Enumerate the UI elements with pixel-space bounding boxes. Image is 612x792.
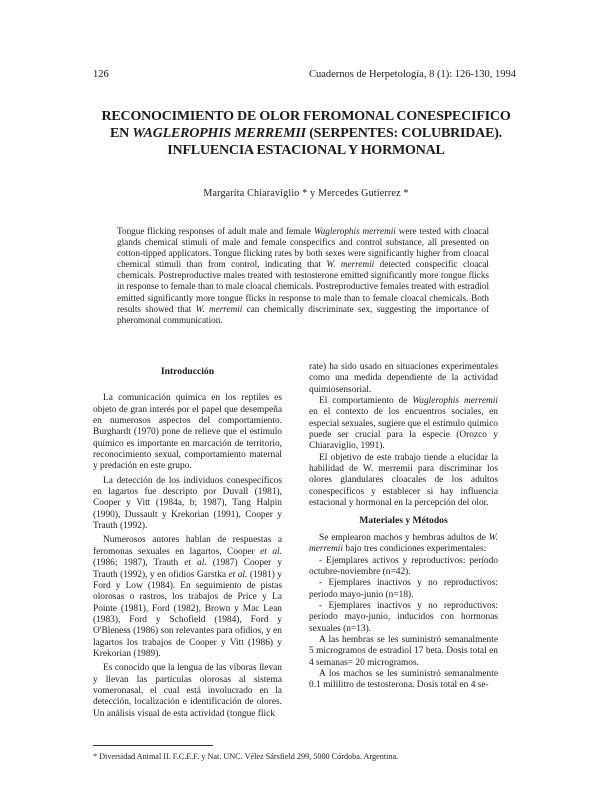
- running-header: Cuadernos de Herpetología, 8 (1): 126-130, 1994: [308, 69, 516, 80]
- et-al: et al.: [184, 558, 207, 569]
- footnote-rule: [93, 745, 213, 746]
- text: (1981) y Ford y Low (1984). En seguimiento de pistas olorosas o rastros, los trabajos de Price y La Pointe (1981), Ford (1982), Brown y Mac Lean (1983), Ford y Schofield (1984), Ford y O'Bleness (1986) son relevantes para ofidios, y en lagartos los trabajos de Cooper y Vitt (1986) y Krekorian (1989).: [93, 569, 282, 659]
- paragraph: La detección de los individuos conespecíficos en lagartos fue descripto por Duvall (1981), Cooper y Vitt (1984a, b; 1987), Tang Halpin (1990), Dussault y Krekorian (1991), Cooper y Trauth (1992).: [93, 475, 282, 532]
- abstract-species-3: W. merremii: [195, 303, 243, 314]
- text: bajo tres condiciones experimentales:: [343, 544, 487, 555]
- page-number: 126: [93, 69, 109, 80]
- paragraph: rate) ha sido usado en situaciones experimentales como una medida dependiente de la actividad quimiosensorial.: [309, 362, 498, 395]
- paragraph: Es conocido que la lengua de las víboras llevan y llevan las partículas olorosas al sistema vomeronasal, el cual está involucrado en la detección, localización e identificación de olores. Un análisis visual de esta actividad (tongue flick: [93, 663, 282, 719]
- paragraph: - Ejemplares inactivos y no reproductivos: período mayo-junio (n=18).: [309, 578, 498, 600]
- paragraph: La comunicación química en los reptiles es objeto de gran interés por el papel que desempeña en numerosos aspectos del comportamiento. Burghardt (1970) pone de relieve que el estímulo químico es importante en marcación de territorio, reconocimiento sexual, comportamiento maternal y predación en este grupo.: [93, 393, 282, 472]
- et-al: et al.: [260, 546, 283, 557]
- section-heading-introduccion: Introducción: [160, 366, 215, 377]
- paper-title: [60, 108, 552, 159]
- footnote: * Diversidad Animal II. F.C.E.F. y Nat. UNC. Vélez Sársfield 299, 5000 Córdoba. Argentina.: [93, 752, 399, 761]
- abstract-species-1: Waglerophis merremii: [313, 226, 396, 236]
- paragraph: El objetivo de este trabajo tiende a elucidar la habilidad de W. merremii para discriminar los olores glandulares cloacales de los adultos conespecíficos y establecer si hay influencia estacional y hormonal en la percepción del olor.: [309, 452, 498, 509]
- title-line-2-post: (SERPENTES: COLUBRIDAE).: [305, 126, 502, 141]
- title-line-3: INFLUENCIA ESTACIONAL Y HORMONAL: [167, 143, 445, 158]
- paragraph: - Ejemplares inactivos y no reproductivos: período mayo-junio, inducidos con hormonas sexuales (n=13).: [309, 600, 498, 634]
- abstract-species-2: W. merremii: [326, 259, 375, 270]
- left-column: [93, 362, 282, 720]
- text: Numerosos autores hablan de respuestas a feromonas sexuales en lagartos, Cooper: [93, 535, 282, 557]
- authors: Margarita Chiaraviglio * y Mercedes Gutierrez *: [203, 188, 409, 199]
- text: Se emplearon machos y hembras adultos de: [319, 532, 489, 543]
- text: (1987) Cooper y Trauth (1992), y en ofidios Garstka: [93, 558, 283, 580]
- text: (1986; 1987), Trauth: [93, 558, 185, 569]
- species-name: WAGLEROPHIS MERREMII: [132, 126, 306, 141]
- title-line-2: [60, 125, 552, 142]
- text: El comportamiento de: [319, 396, 413, 407]
- paragraph: - Ejemplares activos y reproductivos: período octubre-noviembre (n=42).: [309, 555, 498, 577]
- et-al: et al.: [228, 569, 248, 580]
- abstract-text-1: Tongue flicking responses of adult male and female: [117, 226, 314, 236]
- species-name: Waglerophis merremii: [412, 396, 498, 407]
- title-line-2-pre: EN: [110, 126, 133, 141]
- paragraph: A los machos se les suministró semanalmente 0.1 mililitro de testosterona. Dosis total en 4 se-: [309, 668, 498, 691]
- abstract-text-2: were tested with cloacal glands chemical stimuli of male and female conspecifics and control substance, all presented on cotton-tipped applicators. Tongue flicking rates by both sexes were significantly higher from cloacal chemical stimuli than from control, indicating that: [117, 226, 490, 270]
- abstract-text-4: can chemically discriminate sex, suggesting the importance of pheromonal communication.: [117, 303, 489, 325]
- paragraph: [309, 533, 498, 556]
- paragraph: [93, 535, 282, 660]
- text: en el contexto de los encuentros sociales, en especial sexuales, sugiere que el estímulo químico puede ser crucial para la especie (Orozco y Chiaraviglio, 1991).: [309, 407, 498, 452]
- paragraph: [309, 396, 498, 453]
- abstract: [117, 226, 489, 326]
- abstract-text-3: detected conspecific cloacal chemicals. Postreproductive males treated with testosterone emitted significantly more tongue flicks in response to female than to male cloacal chemicals. Postreproductive females treated with estradiol emitted significantly more tongue flicks in response to male than to female cloacal chemicals. Both results showed that: [117, 259, 489, 314]
- paragraph: A las hembras se les suministró semanalmente 5 microgramos de estradiol 17 beta. Dosis total en 4 semanas= 20 microgramos.: [309, 634, 498, 668]
- right-column: [309, 362, 498, 692]
- title-line-1: RECONOCIMIENTO DE OLOR FEROMONAL CONESPECIFICO: [101, 109, 511, 124]
- section-heading-materiales: Materiales y Métodos: [359, 515, 448, 527]
- species-name: W. merremii: [309, 532, 498, 555]
